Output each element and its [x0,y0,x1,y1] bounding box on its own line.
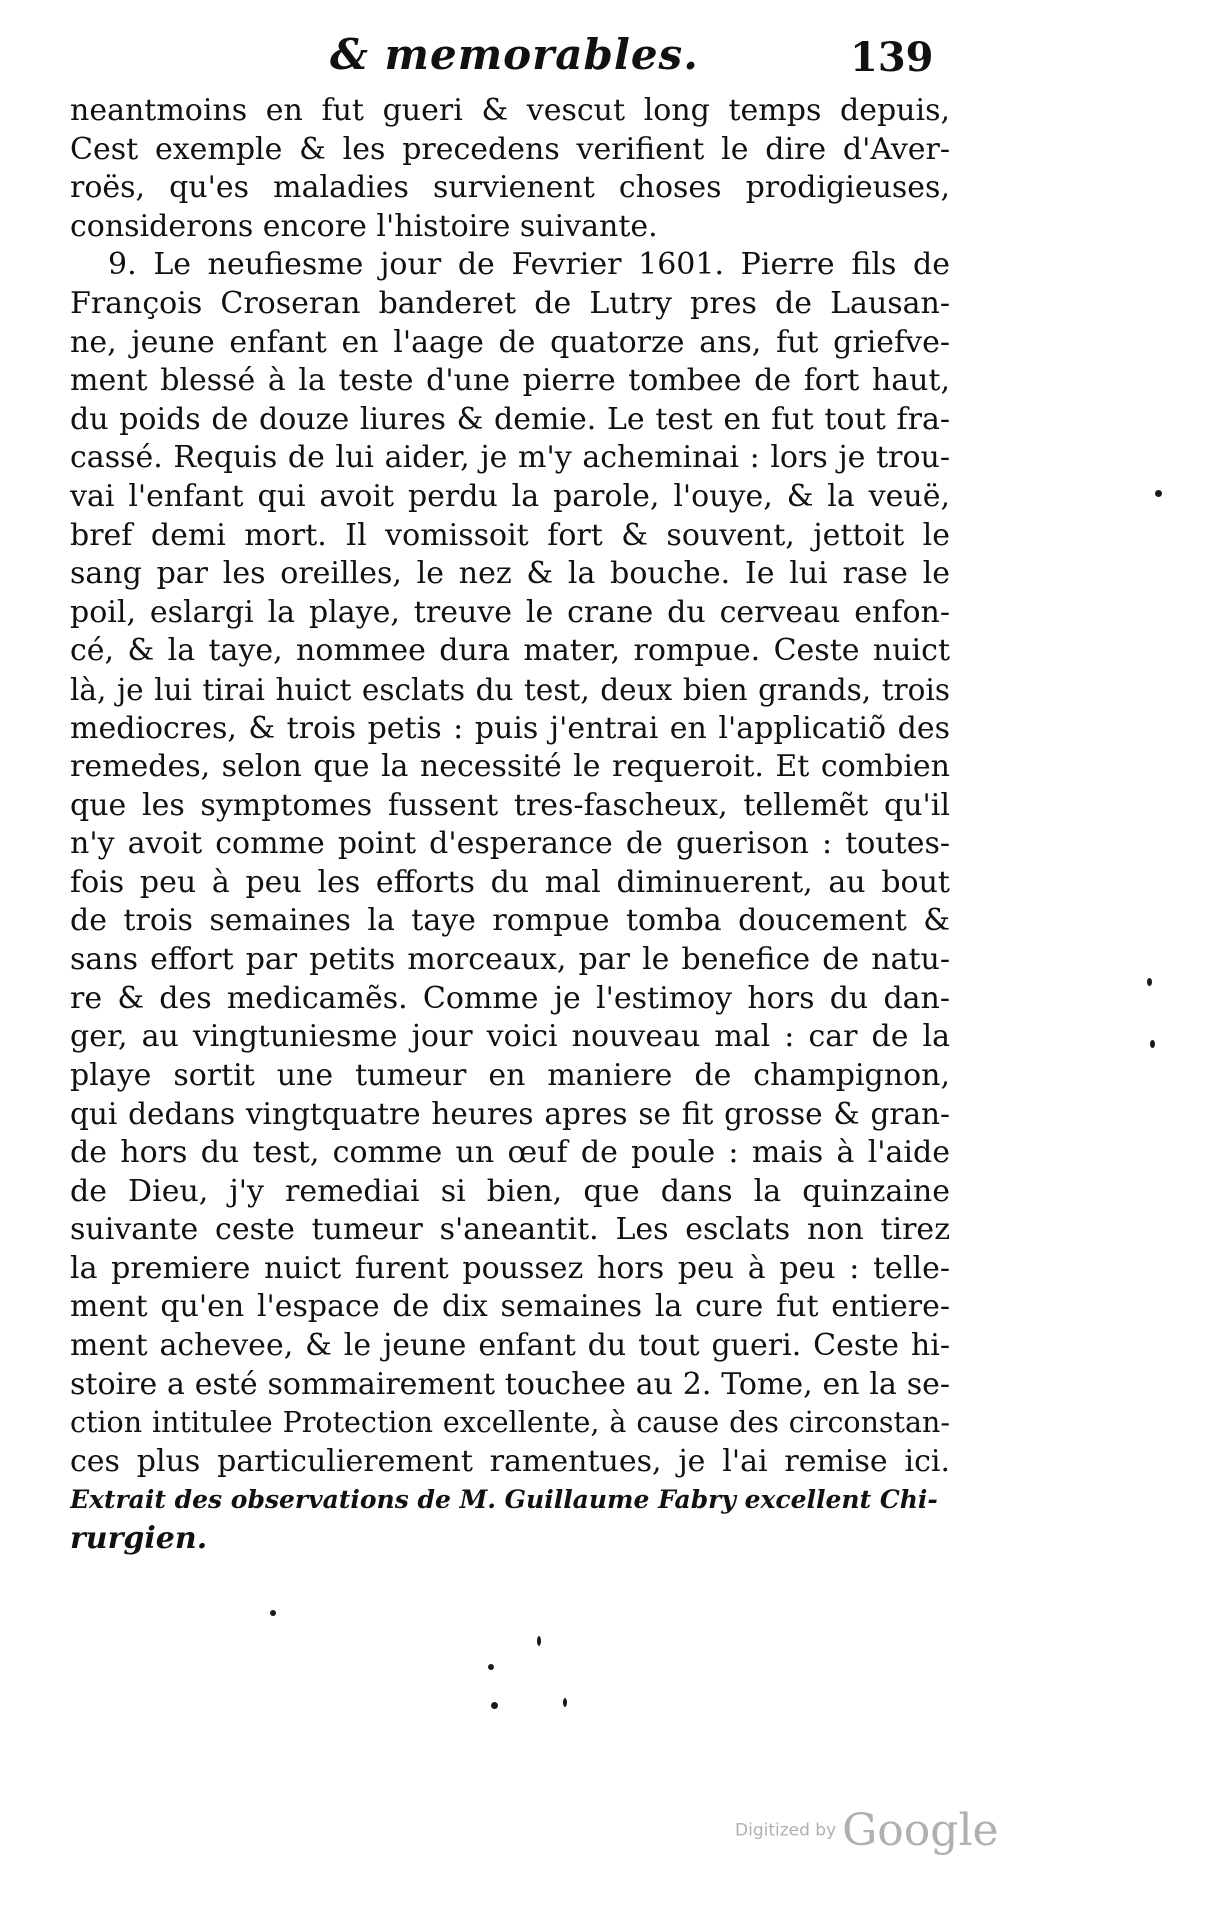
text-line: playe sortit une tumeur en maniere de champignon, [70,1057,950,1093]
body-text [70,92,950,1559]
text-line: mediocres, & trois petis : puis j'entrai en l'applicatiõ des [70,710,950,746]
text-line: neantmoins en fut gueri & vescut long temps depuis, [70,93,950,128]
text-line: ces plus particulierement ramentues, je l'ai remise ici. [70,1443,950,1479]
text-line: roës, qu'es maladies survienent choses prodigieuses, [70,170,950,206]
text-line: sans effort par petits morceaux, par le benefice de natu- [70,942,950,978]
text-line: rurgien. [70,1520,208,1556]
text-line: qui dedans vingtquatre heures apres se fit grosse & gran- [70,1097,950,1132]
text-line: re & des medicamẽs. Comme je l'estimoy hors du dan- [70,980,950,1016]
text-line: bref demi mort. Il vomissoit fort & souvent, jettoit le [70,517,950,553]
ink-speck [491,1702,498,1709]
text-line: de Dieu, j'y remediai si bien, que dans la quinzaine [70,1173,950,1209]
ink-speck [1155,490,1162,497]
text-line: Extrait des observations de M. Guillaume Fabry excellent Chi- [70,1485,938,1515]
text-line: ment achevee, & le jeune enfant du tout gueri. Ceste hi- [70,1328,950,1363]
ink-speck [270,1610,276,1616]
text-line: ction intitulee Protection excellente, à cause des circonstan- [70,1406,950,1440]
text-line: de hors du test, comme un œuf de poule : mais à l'aide [70,1135,950,1171]
running-head: & memorables. [330,30,699,79]
text-line: ment blessé à la teste d'une pierre tombee de fort haut, [70,363,950,399]
text-line: remedes, selon que la necessité le requeroit. Et combien [70,749,950,785]
text-line: cassé. Requis de lui aider, je m'y acheminai : lors je trou- [70,440,950,476]
text-line: cé, & la taye, nommee dura mater, rompue. Ceste nuict [70,633,950,669]
ink-speck [1147,978,1152,986]
text-line: 9. Le neufiesme jour de Fevrier 1601. Pierre fils de [108,247,950,283]
text-line: ment qu'en l'espace de dix semaines la cure fut entiere- [70,1289,950,1325]
page-number: 139 [850,34,934,81]
text-line: considerons encore l'histoire suivante. [70,208,658,244]
ink-speck [537,1636,541,1646]
text-line: Cest exemple & les precedens verifient le dire d'Aver- [70,131,950,167]
text-line: poil, eslargi la playe, treuve le crane du cerveau enfon- [70,594,950,630]
google-logo-text: Google [842,1805,999,1856]
text-line: n'y avoit comme point d'esperance de guerison : toutes- [70,826,950,862]
ink-speck [488,1664,494,1670]
text-line: du poids de douze liures & demie. Le test en fut tout fra- [70,401,950,437]
text-line: là, je lui tirai huict esclats du test, deux bien grands, trois [70,672,950,707]
ink-speck [1150,1040,1155,1048]
text-line: vai l'enfant qui avoit perdu la parole, l'ouye, & la veuë, [70,478,950,514]
text-line: de trois semaines la taye rompue tomba doucement & [70,903,950,939]
watermark-small-text: Digitized by [735,1820,837,1841]
text-line: fois peu à peu les efforts du mal diminuerent, au bout [70,864,950,900]
text-line: stoire a esté sommairement touchee au 2. Tome, en la se- [70,1366,950,1402]
text-line: ne, jeune enfant en l'aage de quatorze ans, fut griefve- [70,324,950,360]
text-line: François Croseran banderet de Lutry pres de Lausan- [70,285,950,321]
digitized-by-google-watermark [735,1805,999,1856]
text-line: suivante ceste tumeur s'aneantit. Les esclats non tirez [70,1212,950,1248]
ink-speck [563,1698,567,1707]
text-line: ger, au vingtuniesme jour voici nouveau mal : car de la [70,1019,950,1055]
text-line: la premiere nuict furent poussez hors peu à peu : telle- [70,1250,950,1286]
text-line: que les symptomes fussent tres-fascheux, tellemẽt qu'il [70,787,950,823]
text-line: sang par les oreilles, le nez & la bouche. Ie lui rase le [70,556,950,592]
